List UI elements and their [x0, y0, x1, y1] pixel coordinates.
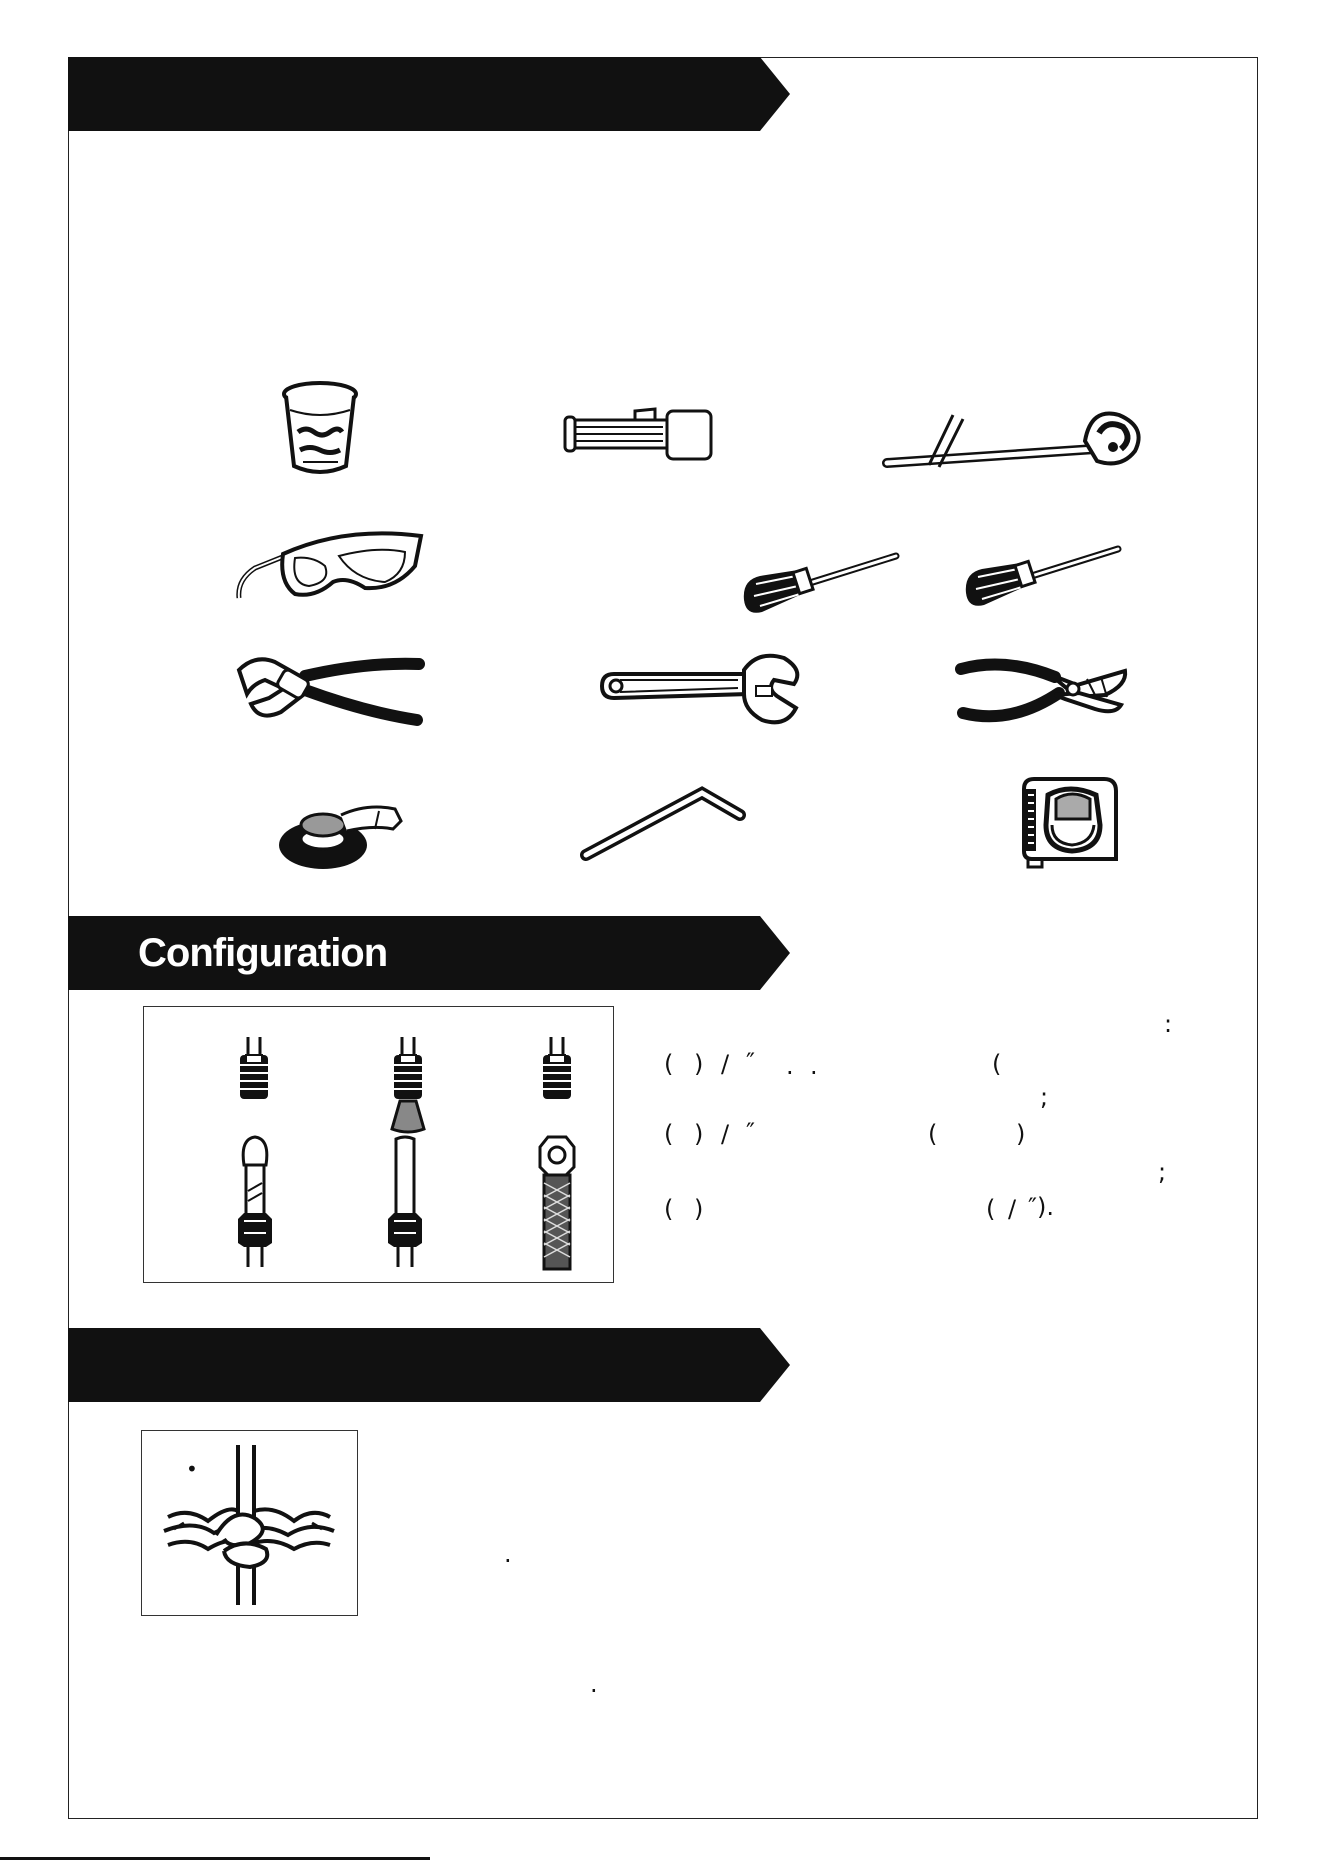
- item-3-slash: /: [1008, 1195, 1017, 1223]
- basin-wrench-icon: [885, 405, 1165, 480]
- item-1-open-paren: (: [664, 1050, 674, 1078]
- item-2-open-paren: (: [928, 1120, 938, 1148]
- section-title: Configuration: [138, 931, 388, 975]
- braided-hose-icon: [534, 1133, 580, 1273]
- connection-text-mark: .: [504, 1540, 512, 1568]
- hex-key-icon: [580, 785, 750, 865]
- bottom-rule: [0, 1857, 430, 1860]
- adjustable-wrench-icon: [598, 650, 808, 730]
- item-1-open-paren: (: [992, 1050, 1002, 1078]
- safety-glasses-icon: [235, 530, 425, 605]
- item-3-close-paren: ): [694, 1195, 704, 1223]
- section-banner-configuration: [68, 916, 790, 990]
- threaded-shank-icon: [388, 1035, 428, 1105]
- item-3-closing: ″).: [1028, 1193, 1054, 1221]
- groove-joint-pliers-icon: [235, 650, 425, 730]
- hacksaw-icon: [565, 405, 715, 465]
- item-2-close-paren: ): [694, 1120, 704, 1148]
- item-3-open-paren: (: [664, 1195, 674, 1223]
- item-1-dot: .: [810, 1052, 818, 1080]
- item-1-slash: /: [721, 1050, 730, 1078]
- section-banner-connection: [68, 1328, 790, 1402]
- item-1-inch-mark: ″: [746, 1048, 755, 1076]
- valve-installation-icon: [154, 1445, 344, 1605]
- item-2-close-paren: ): [1016, 1120, 1026, 1148]
- thread-compound-icon: [278, 380, 362, 480]
- teflon-tape-icon: [275, 795, 405, 875]
- pliers-icon: [955, 655, 1130, 725]
- connection-figure: [141, 1430, 358, 1616]
- plain-riser-icon: [384, 1135, 426, 1270]
- item-3-open-paren: (: [986, 1195, 996, 1223]
- item-2-inch-mark: ″: [746, 1118, 755, 1146]
- phillips-screwdriver-icon: [962, 545, 1122, 615]
- item-1-dot: .: [786, 1052, 794, 1080]
- threaded-shank-icon: [537, 1035, 577, 1105]
- item-2-semicolon: ;: [1158, 1158, 1167, 1186]
- item-1-close-paren: ): [694, 1050, 704, 1078]
- section-banner-tools: [68, 57, 790, 131]
- configuration-figure: [143, 1006, 614, 1283]
- flat-screwdriver-icon: [740, 550, 900, 620]
- item-1-semicolon: ;: [1040, 1083, 1049, 1111]
- threaded-shank-icon: [234, 1035, 274, 1105]
- figure-bullet: •: [186, 1457, 198, 1481]
- connection-text-mark: .: [590, 1670, 598, 1698]
- item-2-open-paren: (: [664, 1120, 674, 1148]
- compression-cone-icon: [388, 1099, 428, 1135]
- tape-measure-icon: [1020, 775, 1120, 870]
- ball-nose-riser-icon: [234, 1135, 276, 1270]
- list-colon: :: [1164, 1010, 1173, 1038]
- item-2-slash: /: [721, 1120, 730, 1148]
